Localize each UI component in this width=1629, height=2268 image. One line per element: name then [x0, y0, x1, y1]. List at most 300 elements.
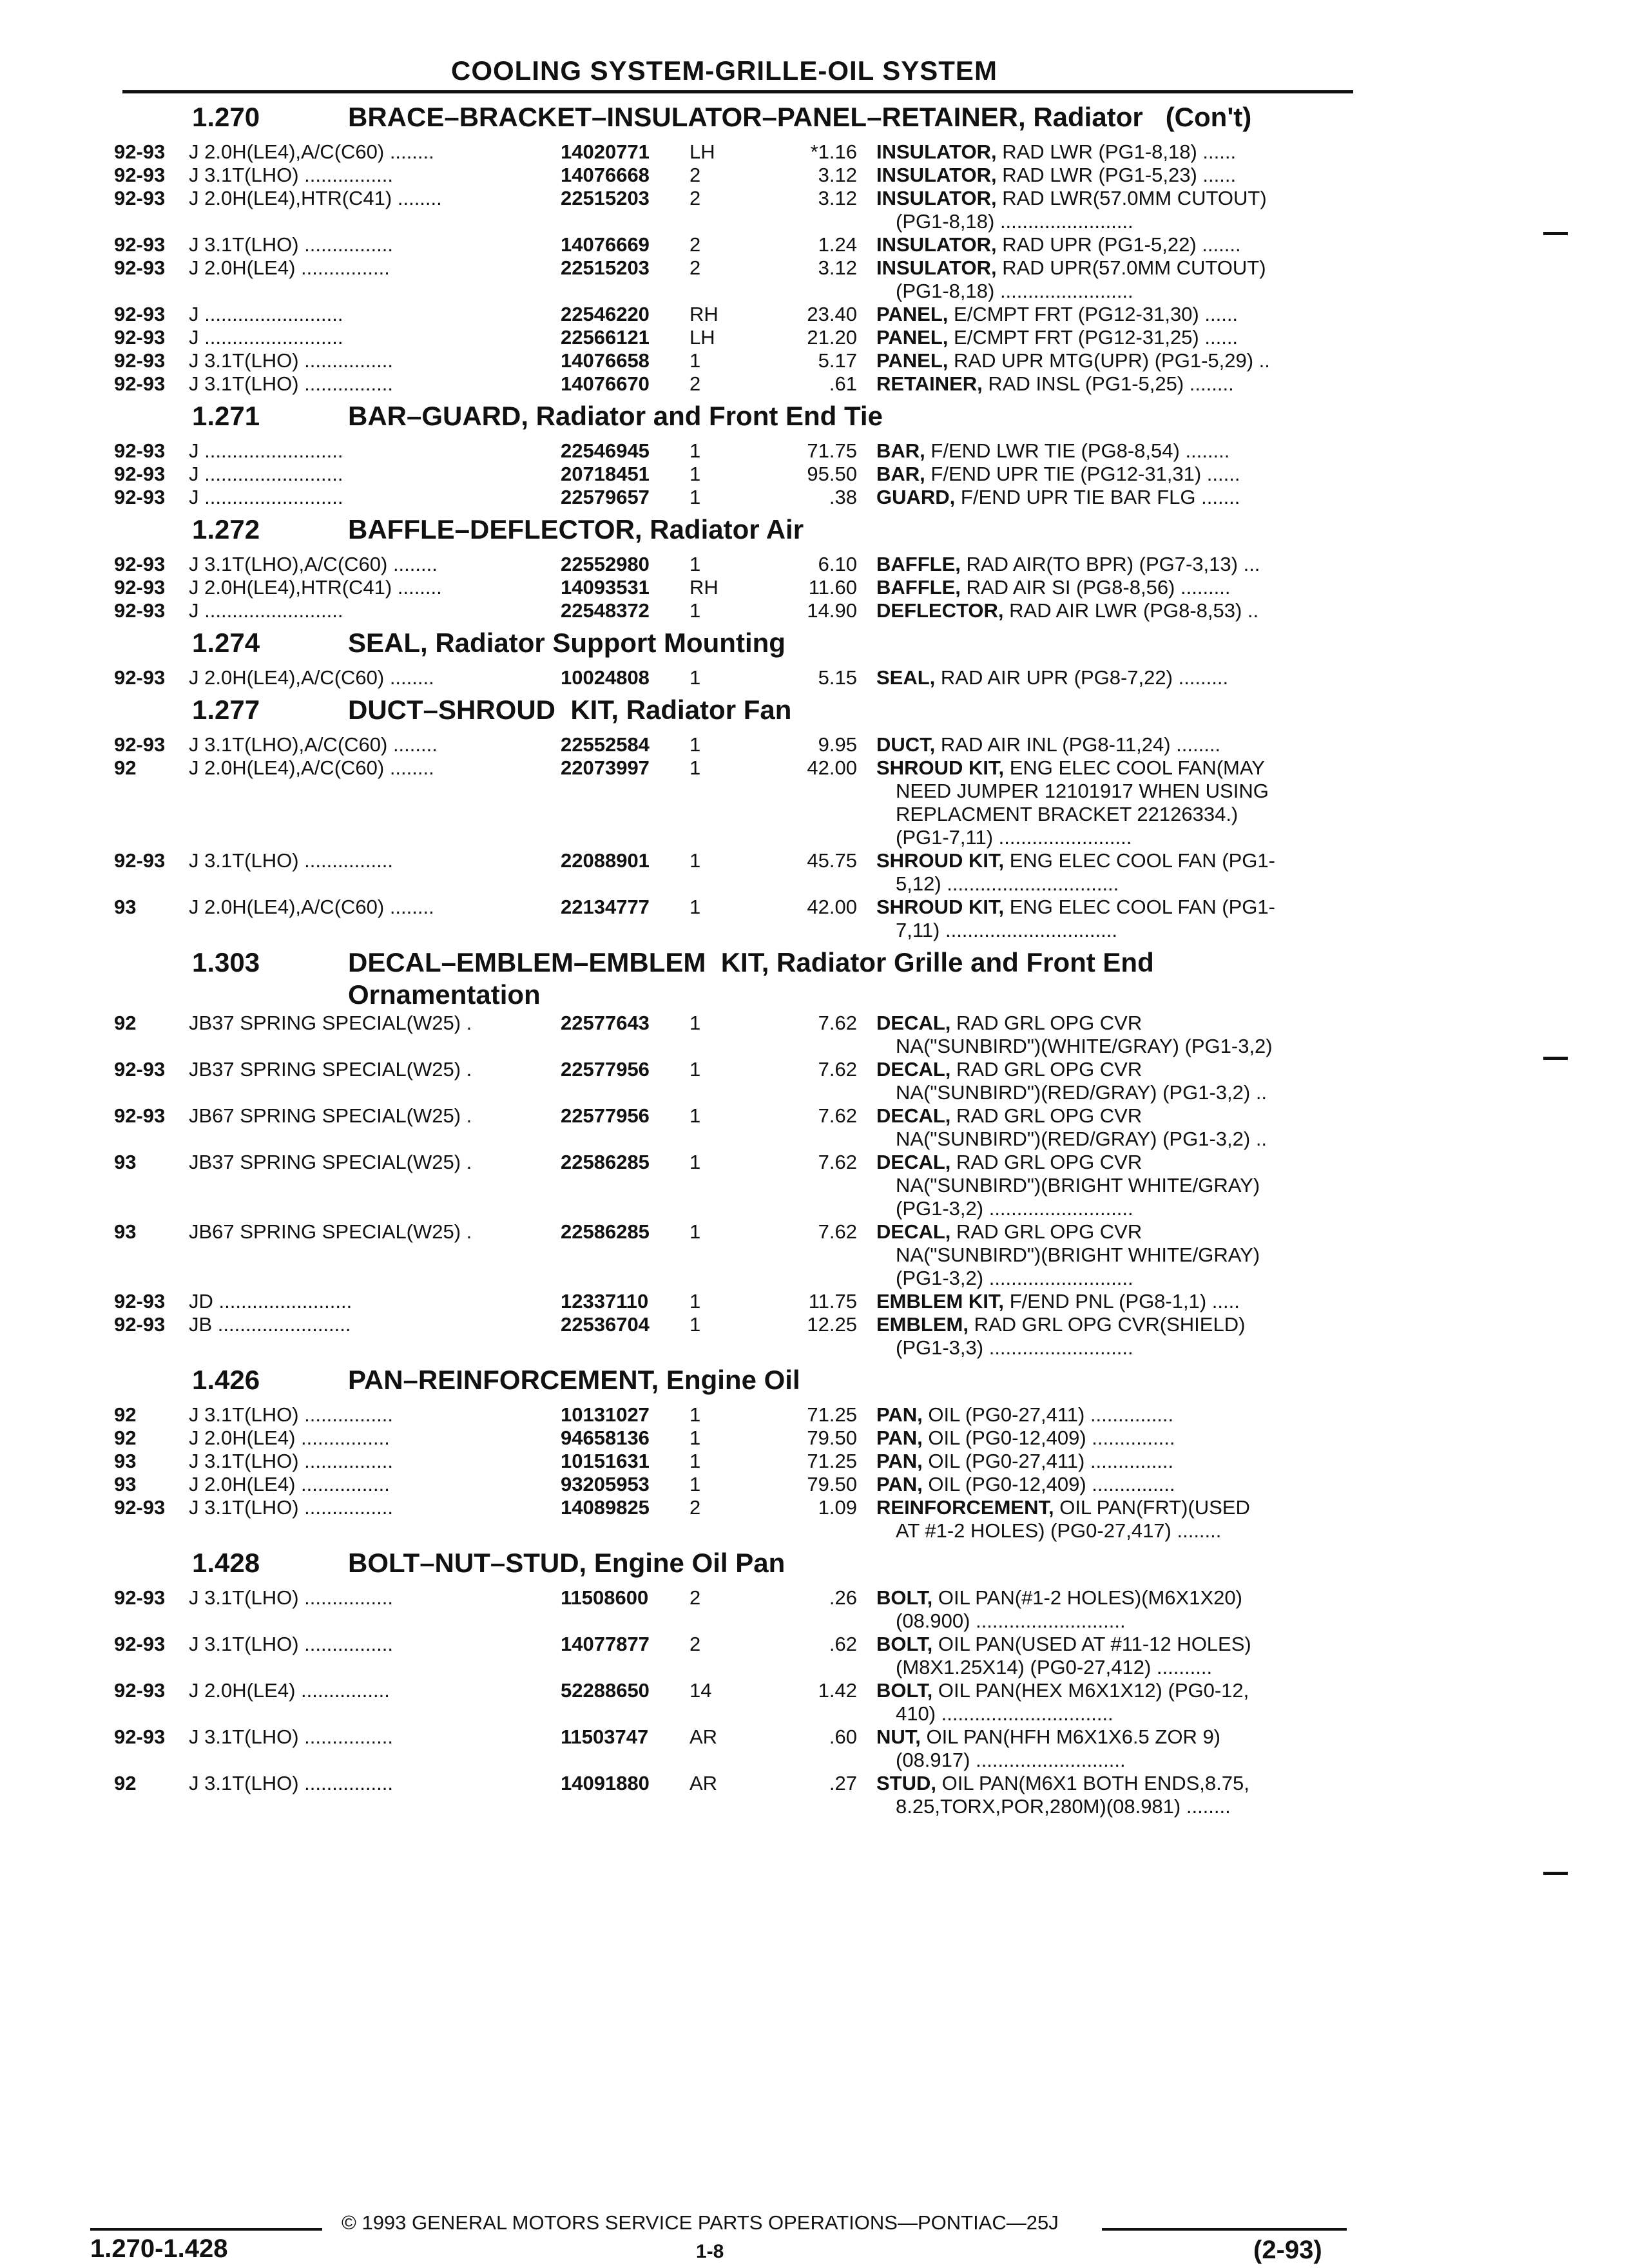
price: .62: [829, 1633, 857, 1655]
price: 21.20: [807, 326, 857, 349]
model-years: 92-93: [114, 1586, 166, 1609]
part-description: [876, 576, 1231, 599]
catalog-section: [106, 509, 1363, 622]
section-number: 1.270: [192, 102, 260, 132]
part-row: [106, 599, 1363, 622]
quantity: 1: [689, 1104, 701, 1127]
price: .26: [829, 1586, 857, 1609]
quantity: 2: [689, 372, 701, 395]
part-name: REINFORCEMENT,: [876, 1496, 1054, 1519]
part-name: PAN,: [876, 1403, 923, 1426]
part-detail: RAD AIR INL (PG8-11,24) ........: [940, 733, 1221, 756]
footer-rule: [1102, 2228, 1347, 2231]
model-years: 92: [114, 1427, 137, 1449]
quantity: 1: [689, 1313, 701, 1336]
part-row: [106, 576, 1363, 599]
part-number: 22073997: [561, 756, 650, 779]
part-description: [876, 1586, 1242, 1633]
part-name: EMBLEM KIT,: [876, 1290, 1005, 1312]
part-row: [106, 1151, 1363, 1220]
section-heading: [106, 1360, 1363, 1403]
part-description: [876, 1450, 1173, 1473]
model-years: 92: [114, 1012, 137, 1034]
quantity: 1: [689, 1427, 701, 1449]
part-row: [106, 1403, 1363, 1427]
part-row: [106, 140, 1363, 164]
model-years: 92: [114, 1772, 137, 1794]
part-detail: OIL PAN(#1-2 HOLES)(M6X1X20): [938, 1586, 1242, 1609]
margin-mark: [1543, 232, 1568, 235]
part-number: 14076670: [561, 372, 650, 395]
quantity: 14: [689, 1679, 712, 1702]
part-row: [106, 486, 1363, 509]
part-detail-continued: (08.900) ...........................: [896, 1610, 1126, 1632]
part-number: 22579657: [561, 486, 650, 508]
price: 7.62: [818, 1151, 857, 1173]
part-detail: F/END PNL (PG8-1,1) .....: [1009, 1290, 1240, 1312]
part-number: 14093531: [561, 576, 650, 599]
price: 71.25: [807, 1450, 857, 1472]
part-detail-continued: (PG1-3,2) ..........................: [896, 1197, 1133, 1220]
application: J 3.1T(LHO) ................: [189, 1496, 393, 1519]
price: 45.75: [807, 849, 857, 872]
part-number: 14020771: [561, 140, 650, 163]
application: J 3.1T(LHO),A/C(C60) ........: [189, 553, 438, 575]
part-number: 22577956: [561, 1104, 650, 1127]
part-description: [876, 1473, 1175, 1496]
part-number: 11508600: [561, 1586, 649, 1609]
part-detail: OIL PAN(FRT)(USED: [1059, 1496, 1250, 1519]
part-row: [106, 372, 1363, 396]
application: JB37 SPRING SPECIAL(W25) .: [189, 1058, 472, 1081]
application: J 3.1T(LHO) ................: [189, 349, 393, 372]
application: J 3.1T(LHO) ................: [189, 1725, 393, 1748]
part-row: [106, 164, 1363, 187]
part-name: INSULATOR,: [876, 164, 997, 186]
model-years: 92-93: [114, 164, 166, 186]
quantity: 1: [689, 599, 701, 622]
part-row: [106, 233, 1363, 256]
part-number: 22088901: [561, 849, 650, 872]
part-detail: OIL (PG0-27,411) ...............: [928, 1450, 1174, 1472]
part-number: 14076668: [561, 164, 650, 186]
part-detail: RAD LWR (PG1-8,18) ......: [1002, 140, 1237, 163]
part-description: [876, 849, 1275, 896]
part-description: [876, 1012, 1273, 1058]
price: 14.90: [807, 599, 857, 622]
part-row: [106, 553, 1363, 576]
part-detail-continued: 7,11) ...............................: [896, 919, 1117, 941]
part-name: STUD,: [876, 1772, 936, 1794]
quantity: 1: [689, 1403, 701, 1426]
application: J 2.0H(LE4),A/C(C60) ........: [189, 756, 434, 779]
price: 71.25: [807, 1403, 857, 1426]
part-description: [876, 303, 1238, 326]
section-heading: [106, 396, 1363, 439]
part-number: 20718451: [561, 463, 650, 485]
price: 5.17: [818, 349, 857, 372]
part-number: 14076669: [561, 233, 650, 256]
part-description: [876, 1633, 1251, 1679]
section-title: DUCT–SHROUD KIT, Radiator Fan: [348, 695, 792, 725]
part-number: 14076658: [561, 349, 650, 372]
quantity: 1: [689, 896, 701, 918]
part-detail: OIL PAN(HEX M6X1X12) (PG0-12,: [938, 1679, 1249, 1702]
part-number: 22548372: [561, 599, 650, 622]
section-heading: [106, 689, 1363, 733]
model-years: 92-93: [114, 576, 166, 599]
part-number: 22546220: [561, 303, 650, 325]
price: 79.50: [807, 1473, 857, 1495]
part-row: [106, 1313, 1363, 1360]
price: .60: [829, 1725, 857, 1748]
part-number: 22577956: [561, 1058, 650, 1081]
part-name: BOLT,: [876, 1586, 933, 1609]
catalog-section: [106, 396, 1363, 509]
section-heading: [106, 622, 1363, 666]
price: 3.12: [818, 164, 857, 186]
catalog-section: [106, 97, 1363, 396]
quantity: 1: [689, 1012, 701, 1034]
price: 11.75: [808, 1290, 857, 1312]
part-row: [106, 1104, 1363, 1151]
model-years: 93: [114, 1450, 137, 1472]
part-row: [106, 1427, 1363, 1450]
model-years: 92-93: [114, 849, 166, 872]
part-name: RETAINER,: [876, 372, 983, 395]
part-description: [876, 1725, 1220, 1772]
part-number: 14091880: [561, 1772, 650, 1794]
model-years: 92-93: [114, 1104, 166, 1127]
application: J 2.0H(LE4) ................: [189, 256, 390, 279]
quantity: RH: [689, 576, 718, 599]
quantity: AR: [689, 1772, 718, 1794]
margin-mark: [1543, 1057, 1568, 1060]
part-row: [106, 463, 1363, 486]
part-detail: RAD UPR(57.0MM CUTOUT): [1002, 256, 1266, 279]
part-name: INSULATOR,: [876, 233, 997, 256]
price: 3.12: [818, 256, 857, 279]
model-years: 93: [114, 896, 137, 918]
model-years: 93: [114, 1151, 137, 1173]
application: J .........................: [189, 326, 343, 349]
application: J 3.1T(LHO),A/C(C60) ........: [189, 733, 438, 756]
part-description: [876, 463, 1240, 486]
part-name: BAR,: [876, 463, 925, 485]
part-detail-continued: 410) ...............................: [896, 1702, 1113, 1725]
part-row: [106, 1058, 1363, 1104]
part-name: BAFFLE,: [876, 576, 961, 599]
section-title: BOLT–NUT–STUD, Engine Oil Pan: [348, 1548, 786, 1578]
part-detail: OIL PAN(USED AT #11-12 HOLES): [938, 1633, 1251, 1655]
quantity: AR: [689, 1725, 718, 1748]
part-name: PAN,: [876, 1473, 923, 1495]
price: 7.62: [818, 1058, 857, 1081]
part-detail: RAD GRL OPG CVR: [956, 1220, 1142, 1243]
model-years: 92-93: [114, 349, 166, 372]
part-number: 93205953: [561, 1473, 650, 1495]
part-number: 22515203: [561, 187, 650, 209]
part-description: [876, 1104, 1267, 1151]
part-row: [106, 1473, 1363, 1496]
part-name: PAN,: [876, 1450, 923, 1472]
part-description: [876, 233, 1241, 256]
quantity: 1: [689, 849, 701, 872]
part-description: [876, 1151, 1260, 1220]
part-row: [106, 1633, 1363, 1679]
part-row: [106, 187, 1363, 233]
parts-list: [106, 97, 1363, 1818]
model-years: 92-93: [114, 553, 166, 575]
part-row: [106, 1220, 1363, 1290]
header-rule: [122, 90, 1353, 93]
model-years: 92-93: [114, 1290, 166, 1312]
part-description: [876, 486, 1240, 509]
part-name: PANEL,: [876, 303, 949, 325]
application: J 2.0H(LE4),HTR(C41) ........: [189, 576, 442, 599]
price: *1.16: [810, 140, 857, 163]
application: J 3.1T(LHO) ................: [189, 164, 393, 186]
quantity: 2: [689, 256, 701, 279]
section-title: PAN–REINFORCEMENT, Engine Oil: [348, 1365, 800, 1395]
part-name: BOLT,: [876, 1679, 933, 1702]
quantity: 1: [689, 486, 701, 508]
quantity: LH: [689, 326, 715, 349]
part-row: [106, 1772, 1363, 1818]
section-number: 1.428: [192, 1548, 260, 1578]
price: 79.50: [807, 1427, 857, 1449]
application: JD ........................: [189, 1290, 352, 1312]
model-years: 92-93: [114, 233, 166, 256]
part-detail: RAD LWR(57.0MM CUTOUT): [1002, 187, 1267, 209]
part-description: [876, 140, 1236, 164]
model-years: 92-93: [114, 439, 166, 462]
part-detail: RAD UPR (PG1-5,22) .......: [1002, 233, 1241, 256]
part-name: EMBLEM,: [876, 1313, 969, 1336]
quantity: 2: [689, 164, 701, 186]
quantity: 1: [689, 1220, 701, 1243]
page-number: 1-8: [696, 2241, 724, 2262]
section-number: 1.272: [192, 514, 260, 544]
part-name: BAFFLE,: [876, 553, 961, 575]
section-title: BRACE–BRACKET–INSULATOR–PANEL–RETAINER, Radiator (Con't): [348, 102, 1252, 132]
application: J 2.0H(LE4),A/C(C60) ........: [189, 896, 434, 918]
part-detail-continued: (PG1-8,18) ........................: [896, 280, 1133, 302]
part-number: 52288650: [561, 1679, 650, 1702]
part-description: [876, 666, 1228, 689]
quantity: 2: [689, 1586, 701, 1609]
section-title: BAFFLE–DEFLECTOR, Radiator Air: [348, 514, 804, 544]
section-title: BAR–GUARD, Radiator and Front End Tie: [348, 401, 883, 431]
part-description: [876, 164, 1236, 187]
copyright-notice: © 1993 GENERAL MOTORS SERVICE PARTS OPERATIONS—PONTIAC—25J: [342, 2211, 1059, 2234]
part-row: [106, 439, 1363, 463]
part-detail-continued: 5,12) ...............................: [896, 872, 1119, 895]
quantity: 1: [689, 553, 701, 575]
part-number: 14077877: [561, 1633, 650, 1655]
application: JB67 SPRING SPECIAL(W25) .: [189, 1104, 472, 1127]
part-row: [106, 1012, 1363, 1058]
application: J 3.1T(LHO) ................: [189, 1772, 393, 1794]
price: 71.75: [807, 439, 857, 462]
part-row: [106, 326, 1363, 349]
part-name: BOLT,: [876, 1633, 933, 1655]
model-years: 92-93: [114, 256, 166, 279]
price: .27: [829, 1772, 857, 1794]
quantity: 2: [689, 1496, 701, 1519]
part-detail: RAD INSL (PG1-5,25) ........: [988, 372, 1234, 395]
part-detail: RAD GRL OPG CVR: [956, 1012, 1142, 1034]
part-name: INSULATOR,: [876, 187, 997, 209]
revision-date: (2-93): [1253, 2236, 1322, 2264]
model-years: 92-93: [114, 1058, 166, 1081]
quantity: 1: [689, 349, 701, 372]
application: J 2.0H(LE4),A/C(C60) ........: [189, 140, 434, 163]
price: 42.00: [807, 756, 857, 779]
application: J 3.1T(LHO) ................: [189, 233, 393, 256]
application: J .........................: [189, 486, 343, 508]
part-detail: RAD AIR SI (PG8-8,56) .........: [966, 576, 1231, 599]
model-years: 92-93: [114, 486, 166, 508]
part-name: NUT,: [876, 1725, 921, 1748]
application: JB67 SPRING SPECIAL(W25) .: [189, 1220, 472, 1243]
part-detail: OIL PAN(M6X1 BOTH ENDS,8.75,: [941, 1772, 1249, 1794]
quantity: 1: [689, 1151, 701, 1173]
application: J .........................: [189, 303, 343, 325]
part-detail: RAD UPR MTG(UPR) (PG1-5,29) ..: [954, 349, 1270, 372]
application: J 3.1T(LHO) ................: [189, 1633, 393, 1655]
model-years: 92-93: [114, 599, 166, 622]
model-years: 92: [114, 1403, 137, 1426]
section-range: 1.270-1.428: [90, 2234, 228, 2263]
part-name: PANEL,: [876, 349, 949, 372]
catalog-section: [106, 622, 1363, 689]
part-name: SHROUD KIT,: [876, 756, 1005, 779]
part-number: 10151631: [561, 1450, 650, 1472]
price: 42.00: [807, 896, 857, 918]
part-row: [106, 849, 1363, 896]
section-number: 1.303: [192, 947, 260, 977]
part-row: [106, 1450, 1363, 1473]
price: 95.50: [807, 463, 857, 485]
footer-rule: [90, 2228, 322, 2231]
page-title: COOLING SYSTEM-GRILLE-OIL SYSTEM: [451, 55, 998, 86]
part-detail: E/CMPT FRT (PG12-31,30) ......: [954, 303, 1239, 325]
section-heading: [106, 509, 1363, 553]
application: J 2.0H(LE4) ................: [189, 1427, 390, 1449]
model-years: 92-93: [114, 372, 166, 395]
quantity: 1: [689, 439, 701, 462]
part-name: DECAL,: [876, 1151, 951, 1173]
application: J 2.0H(LE4) ................: [189, 1679, 390, 1702]
application: J 3.1T(LHO) ................: [189, 1450, 393, 1472]
application: J 3.1T(LHO) ................: [189, 849, 393, 872]
price: 7.62: [818, 1220, 857, 1243]
part-detail: ENG ELEC COOL FAN(MAY: [1009, 756, 1265, 779]
model-years: 92-93: [114, 140, 166, 163]
part-name: PANEL,: [876, 326, 949, 349]
section-title: DECAL–EMBLEM–EMBLEM KIT, Radiator Grille and Front End: [348, 947, 1154, 977]
price: 6.10: [818, 553, 857, 575]
part-name: SHROUD KIT,: [876, 849, 1005, 872]
model-years: 92-93: [114, 1725, 166, 1748]
part-detail-continued: (M8X1.25X14) (PG0-27,412) ..........: [896, 1656, 1213, 1678]
section-heading: [106, 1542, 1363, 1586]
model-years: 92-93: [114, 1633, 166, 1655]
quantity: LH: [689, 140, 715, 163]
part-description: [876, 896, 1275, 942]
part-number: 22515203: [561, 256, 650, 279]
application: J .........................: [189, 599, 343, 622]
application: J 3.1T(LHO) ................: [189, 372, 393, 395]
part-detail: F/END UPR TIE BAR FLG .......: [960, 486, 1240, 508]
part-row: [106, 1679, 1363, 1725]
price: .61: [829, 372, 857, 395]
part-name: DECAL,: [876, 1012, 951, 1034]
part-detail: RAD GRL OPG CVR: [956, 1104, 1142, 1127]
part-name: INSULATOR,: [876, 256, 997, 279]
catalog-section: [106, 942, 1363, 1360]
model-years: 92-93: [114, 326, 166, 349]
part-description: [876, 439, 1229, 463]
price: 7.62: [818, 1104, 857, 1127]
model-years: 92: [114, 756, 137, 779]
part-detail-continued: (PG1-8,18) ........................: [896, 210, 1133, 233]
part-description: [876, 756, 1269, 849]
part-description: [876, 733, 1220, 756]
price: 12.25: [807, 1313, 857, 1336]
part-detail: ENG ELEC COOL FAN (PG1-: [1009, 896, 1275, 918]
model-years: 92-93: [114, 1679, 166, 1702]
part-detail-continued: (PG1-7,11) ........................: [896, 826, 1132, 849]
part-description: [876, 1290, 1240, 1313]
part-detail-continued: NA("SUNBIRD")(WHITE/GRAY) (PG1-3,2): [896, 1035, 1273, 1057]
application: JB37 SPRING SPECIAL(W25) .: [189, 1151, 472, 1173]
part-description: [876, 187, 1267, 233]
part-number: 22577643: [561, 1012, 650, 1034]
part-description: [876, 1403, 1173, 1427]
part-detail-continued: NEED JUMPER 12101917 WHEN USING: [896, 780, 1269, 802]
part-row: [106, 756, 1363, 849]
part-detail: F/END UPR TIE (PG12-31,31) ......: [930, 463, 1240, 485]
price: 5.15: [818, 666, 857, 689]
quantity: 2: [689, 233, 701, 256]
price: 1.42: [818, 1679, 857, 1702]
section-title-continued: Ornamentation: [348, 979, 541, 1010]
price: .38: [829, 486, 857, 508]
part-row: [106, 1586, 1363, 1633]
part-row: [106, 1725, 1363, 1772]
part-description: [876, 1058, 1267, 1104]
quantity: 2: [689, 1633, 701, 1655]
model-years: 92-93: [114, 187, 166, 209]
part-description: [876, 1496, 1250, 1542]
price: 7.62: [818, 1012, 857, 1034]
price: 3.12: [818, 187, 857, 209]
section-number: 1.426: [192, 1365, 260, 1395]
section-title: SEAL, Radiator Support Mounting: [348, 628, 786, 658]
part-row: [106, 896, 1363, 942]
part-number: 22536704: [561, 1313, 650, 1336]
part-detail-continued: (08.917) ...........................: [896, 1749, 1126, 1771]
section-heading: [106, 942, 1363, 986]
part-detail: OIL PAN(HFH M6X1X6.5 ZOR 9): [926, 1725, 1221, 1748]
part-number: 22586285: [561, 1151, 650, 1173]
part-detail: RAD LWR (PG1-5,23) ......: [1002, 164, 1237, 186]
part-detail: OIL (PG0-12,409) ...............: [928, 1473, 1175, 1495]
application: J 3.1T(LHO) ................: [189, 1586, 393, 1609]
part-detail: RAD GRL OPG CVR: [956, 1058, 1142, 1081]
